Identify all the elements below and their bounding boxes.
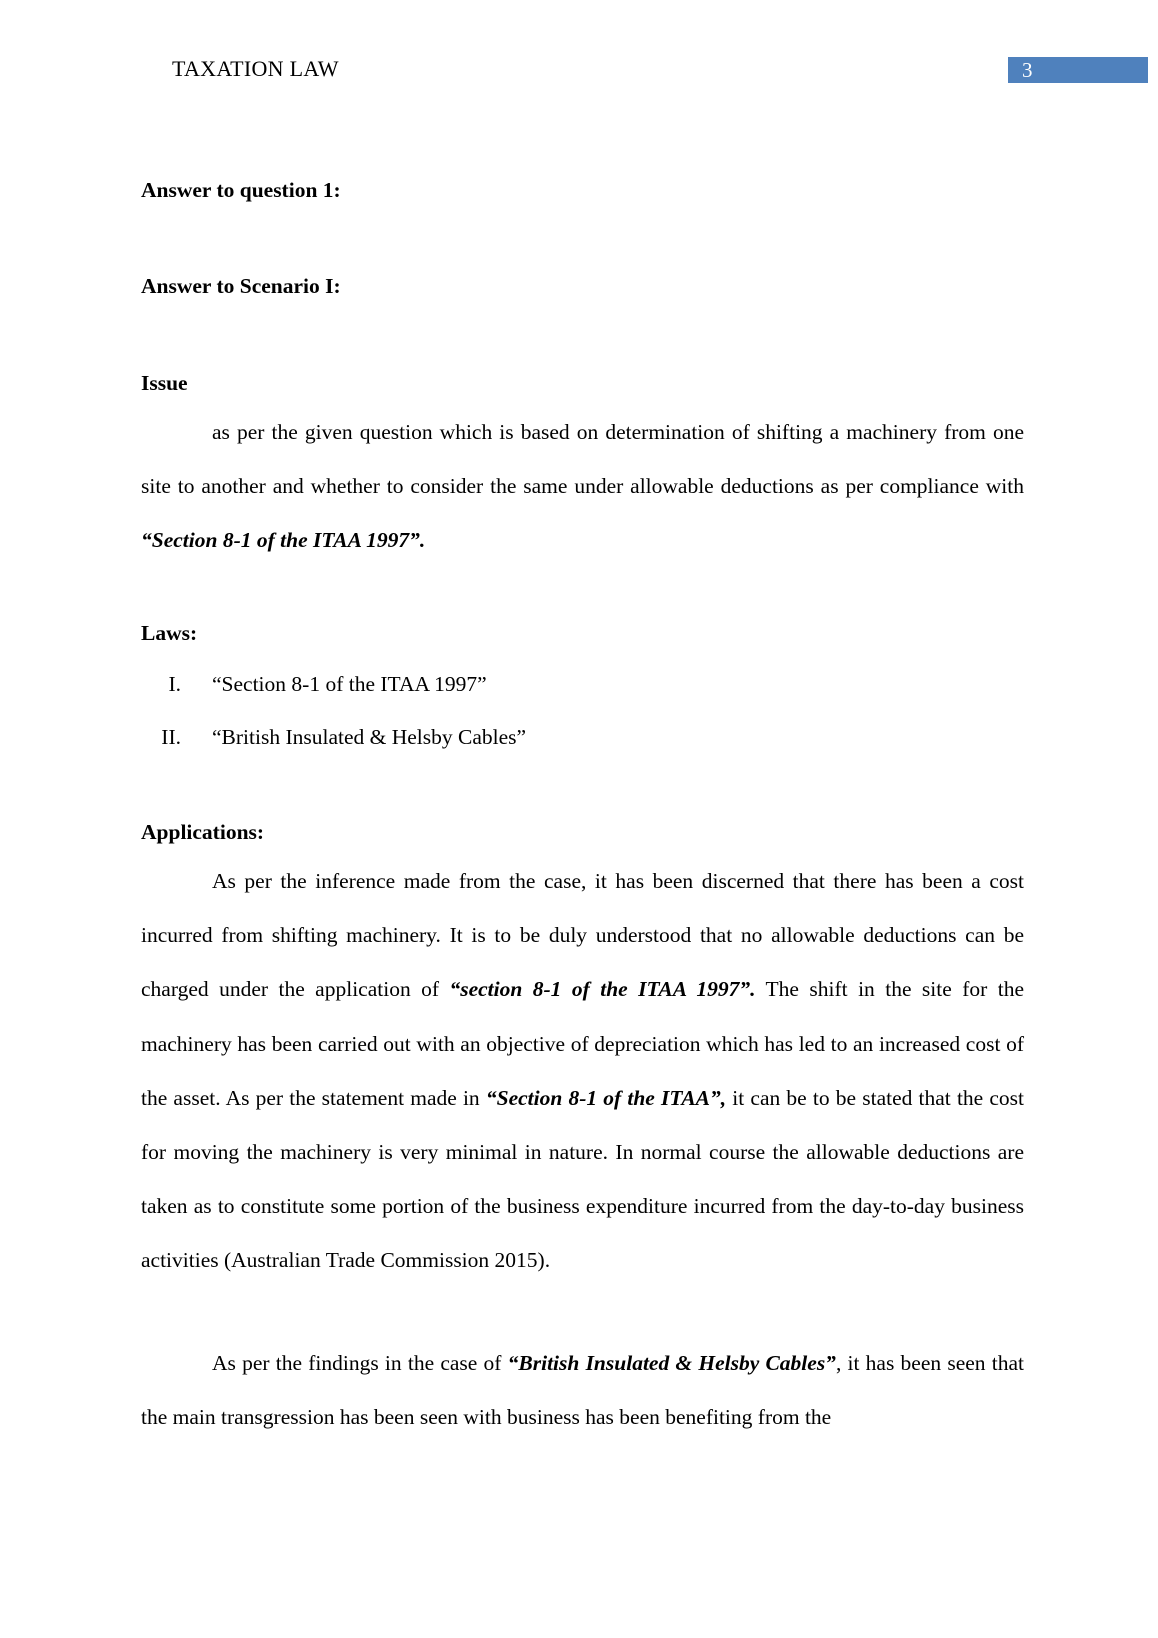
law-text: “British Insulated & Helsby Cables” (212, 725, 527, 749)
applications-reference-section-8-1-itaa: “Section 8-1 of the ITAA”, (485, 1085, 727, 1110)
applications-reference-section-8-1-itaa-1997: “section 8-1 of the ITAA 1997”. (449, 977, 756, 1002)
applications-text: it can be to be stated that the cost for moving the machinery is very minimal in nature. In normal course the allowable deductions are taken as to constitute some portion of the business expenditure incurred from the day-to-day business activities (Australian Trade Commission 2015). (141, 1085, 1025, 1273)
law-text: “Section 8-1 of the ITAA 1997” (212, 672, 487, 696)
issue-reference-section-8-1: “Section 8-1 of the ITAA 1997”. (141, 528, 426, 553)
law-numeral: I. (168, 672, 181, 696)
law-numeral: II. (161, 725, 181, 749)
heading-issue: Issue (141, 371, 188, 395)
applications-text: As per the findings in the case of (212, 1351, 508, 1375)
applications-text: , it has been seen that the main transgression has been seen with business has been benefiting from the (141, 1351, 1024, 1430)
issue-paragraph (141, 405, 1024, 568)
heading-laws: Laws: (141, 621, 198, 645)
heading-applications: Applications: (141, 820, 265, 844)
issue-text: as per the given question which is based on determination of shifting a machinery from one site to another and whether to consider the same under allowable deductions as per compliance with (141, 420, 1024, 499)
applications-paragraph-2 (141, 1336, 1024, 1444)
heading-answer-question-1: Answer to question 1: (141, 178, 341, 202)
applications-text: As per the inference made from the case, it has been discerned that there has been a cost incurred from shifting machinery. It is to be duly understood that no allowable deductions can be charged under the application of (141, 869, 1024, 1002)
page-number: 3 (1008, 57, 1148, 83)
applications-paragraph-1 (141, 854, 1024, 1288)
heading-answer-scenario-1: Answer to Scenario I: (141, 274, 341, 298)
applications-reference-british-insulated: “British Insulated & Helsby Cables” (507, 1351, 836, 1375)
running-header-title: TAXATION LAW (172, 56, 339, 81)
applications-text: The shift in the site for the machinery has been carried out with an objective of depreciation which has led to an increased cost of the asset. As per the statement made in (141, 977, 1024, 1110)
